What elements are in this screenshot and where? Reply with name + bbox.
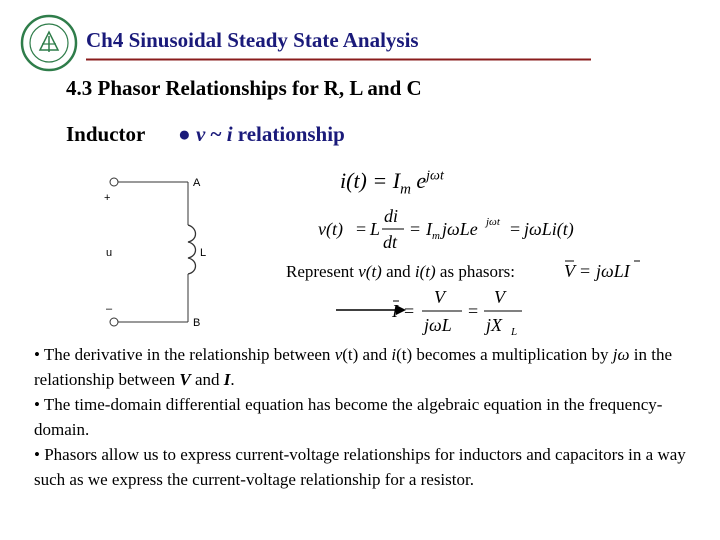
bullet-text: and bbox=[190, 369, 224, 389]
terminal-b-node bbox=[110, 318, 118, 326]
eq-jwt-exp: jωt bbox=[486, 216, 500, 228]
i-symbol: i bbox=[391, 345, 397, 364]
eq-jwLe: jωLe bbox=[442, 219, 478, 239]
bullet-icon: ● bbox=[178, 122, 191, 146]
bullet-text: • The derivative in the relationship between bbox=[34, 345, 335, 364]
page-title: Ch4 Sinusoidal Steady State Analysis bbox=[86, 28, 419, 52]
bullet-text: . bbox=[230, 369, 235, 389]
bullet-text: (t) bbox=[342, 345, 359, 364]
eq-L: L bbox=[370, 219, 381, 239]
relationship-text: relationship bbox=[232, 122, 345, 146]
eq-Im-sub: m bbox=[432, 230, 440, 242]
bullet-text: (t) bbox=[396, 345, 413, 364]
eq-i-equals-1: = bbox=[404, 301, 415, 321]
tilde: ~ bbox=[205, 122, 227, 146]
represent-text-2: as phasors: bbox=[435, 262, 515, 281]
eq-sub-m: m bbox=[400, 181, 411, 198]
inductor-heading: Inductor bbox=[66, 122, 146, 146]
eq-den-sub: L bbox=[511, 326, 518, 338]
eq-equals-2: = bbox=[410, 219, 421, 239]
eq-lhs: i(t) = I bbox=[340, 168, 401, 193]
eq-I: I bbox=[392, 301, 398, 321]
V-symbol: V bbox=[179, 369, 191, 389]
eq-e: e bbox=[410, 168, 427, 193]
represent-text-1: Represent bbox=[286, 262, 359, 281]
inductor-coil bbox=[188, 225, 196, 274]
represent-and: and bbox=[381, 262, 415, 281]
bullet-text: becomes a multiplication by bbox=[412, 345, 613, 364]
eq-V-num-2: V bbox=[494, 287, 505, 307]
i-symbol: i bbox=[226, 122, 233, 146]
bullet-item-phasors: • Phasors allow us to express current-voltage relationships for inductors and capacitors in a way such as we express the current-voltage relationship for a resistor. bbox=[34, 445, 686, 489]
header-divider bbox=[86, 58, 591, 61]
eq-equals-1: = bbox=[356, 219, 367, 239]
phasor-current-equation bbox=[388, 283, 528, 339]
section-title: 4.3 Phasor Relationships for R, L and C bbox=[66, 76, 422, 100]
eq-exp: jωt bbox=[426, 168, 444, 184]
eq-Im: I bbox=[426, 219, 432, 239]
v-symbol: v bbox=[195, 122, 206, 146]
eq-i-equals-2: = bbox=[468, 301, 479, 321]
bullet-list bbox=[34, 343, 696, 493]
represent-i: i(t) bbox=[414, 262, 436, 281]
inductor-label: L bbox=[200, 247, 207, 259]
relationship-heading bbox=[178, 122, 345, 147]
inductor-circuit-diagram bbox=[96, 170, 246, 335]
terminal-b-label: B bbox=[193, 317, 201, 329]
minus-sign: – bbox=[106, 303, 113, 315]
eq-jwLi: jωLi(t) bbox=[524, 219, 574, 239]
bullet-text: in the relationship between bbox=[34, 345, 672, 389]
eq-den-jwL: jωL bbox=[424, 315, 452, 335]
university-seal-icon bbox=[20, 14, 78, 72]
bullet-item-derivative bbox=[34, 343, 696, 392]
jw-symbol: jω bbox=[612, 345, 630, 364]
bullet-text: and bbox=[358, 345, 392, 364]
terminal-a-node bbox=[110, 178, 118, 186]
eq-den-jX: jX bbox=[486, 315, 502, 335]
current-time-equation bbox=[340, 168, 444, 198]
bullet-item-algebraic: • The time-domain differential equation has become the algebraic equation in the frequency-domain. bbox=[34, 395, 663, 439]
eq-jwLI: jωLI bbox=[596, 261, 630, 281]
represent-phasors-text bbox=[286, 262, 515, 282]
eq-dt: dt bbox=[383, 232, 398, 252]
eq-V: V bbox=[564, 261, 575, 281]
eq-phasor-equals: = bbox=[580, 261, 591, 281]
voltage-label: u bbox=[106, 247, 113, 259]
terminal-a-label: A bbox=[193, 177, 201, 189]
v-symbol: v bbox=[334, 345, 343, 364]
represent-v: v(t) bbox=[358, 262, 382, 281]
I-symbol: I bbox=[223, 369, 231, 389]
eq-equals-3: = bbox=[510, 219, 521, 239]
voltage-derivative-equation bbox=[318, 203, 593, 255]
eq-v-lhs: v(t) bbox=[318, 219, 343, 239]
plus-sign: + bbox=[104, 192, 111, 204]
eq-V-num-1: V bbox=[434, 287, 445, 307]
eq-di: di bbox=[384, 206, 399, 226]
phasor-voltage-equation bbox=[562, 255, 652, 285]
